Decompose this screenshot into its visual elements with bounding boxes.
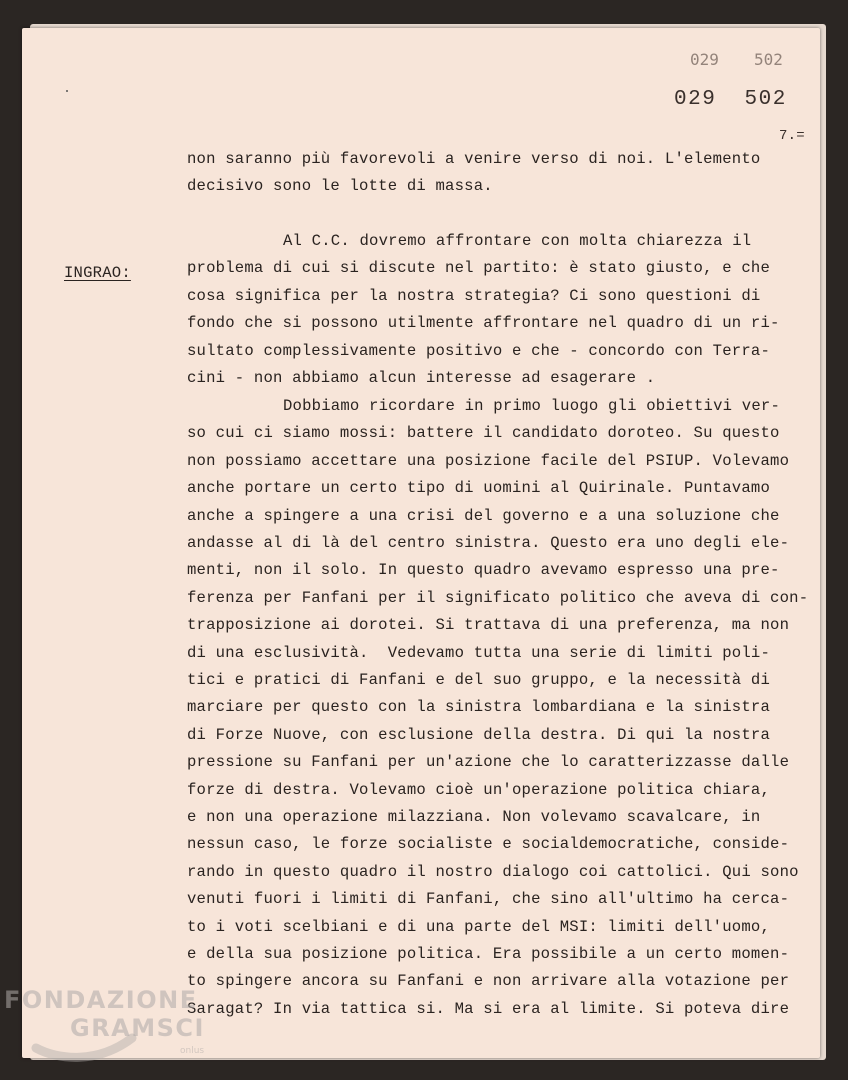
typed-line: so cui ci siamo mossi: battere il candidato doroteo. Su questo	[187, 424, 780, 443]
typed-line: Saragat? In via tattica si. Ma si era al limite. Si poteva dire	[187, 999, 790, 1018]
typed-line: anche a spingere a una crisi del governo e a una soluzione che	[187, 506, 780, 525]
typed-line: Al C.C. dovremo affrontare con molta chiarezza il	[283, 232, 752, 250]
typed-line: Dobbiamo ricordare in primo luogo gli obiettivi ver-	[283, 397, 781, 415]
archive-number: 029 502	[674, 88, 787, 111]
typed-line: andasse al di là del centro sinistra. Questo era uno degli ele-	[187, 534, 790, 552]
edge-marks	[690, 50, 810, 69]
typed-line: problema di cui si discute nel partito: è stato giusto, e che	[187, 259, 771, 278]
page-number: 7.=	[779, 128, 805, 144]
typed-line: fondo che si possono utilmente affrontare nel quadro di un ri-	[187, 314, 780, 333]
typed-line: non saranno più favorevoli a venire verso di noi. L'elemento	[187, 150, 761, 168]
typed-line: cosa significa per la nostra strategia? Ci sono questioni di	[187, 286, 761, 305]
typed-line: rando in questo quadro il nostro dialogo coi cattolici. Qui sono	[187, 862, 799, 881]
typed-line: to i voti scelbiani e di una parte del MSI: limiti dell'uomo,	[187, 917, 771, 936]
typed-line: decisivo sono le lotte di massa.	[187, 177, 493, 196]
typed-line: menti, non il solo. In questo quadro avevamo espresso una pre-	[187, 561, 780, 580]
typed-line: trapposizione ai dorotei. Si trattava di una preferenza, ma non	[187, 616, 790, 635]
typed-line: di Forze Nuove, con esclusione della destra. Di qui la nostra	[187, 725, 771, 744]
typed-line: cini - non abbiamo alcun interesse ad esagerare .	[187, 369, 656, 387]
typed-line: nessun caso, le forze socialiste e socialdemocratiche, conside-	[187, 835, 790, 854]
typed-line: tici e pratici di Fanfani e del suo gruppo, e la necessità di	[187, 671, 771, 689]
watermark-logo	[4, 986, 224, 1066]
speaker-name: INGRAO:	[64, 264, 131, 282]
typed-line: sultato complessivamente positivo e che - concordo con Terra-	[187, 341, 771, 360]
typed-line: to spingere ancora su Fanfani e non arrivare alla votazione per	[187, 972, 790, 991]
typed-line: marciare per questo con la sinistra lombardiana e la sinistra	[187, 698, 771, 717]
typed-line: e non una operazione milazziana. Non volevamo scavalcare, in	[187, 808, 761, 826]
typed-line: venuti fuori i limiti di Fanfani, che sino all'ultimo ha cerca-	[187, 890, 790, 909]
watermark-line-2: GRAMSCI	[70, 1014, 205, 1042]
typed-line: anche portare un certo tipo di uomini al Quirinale. Puntavamo	[187, 479, 771, 498]
typed-line: ferenza per Fanfani per il significato politico che aveva di con-	[187, 588, 809, 607]
typed-line: non possiamo accettare una posizione facile del PSIUP. Volevamo	[187, 451, 790, 470]
edge-mark: 029	[690, 50, 719, 69]
watermark-line-3: onlus	[180, 1046, 205, 1056]
edge-mark: 502	[754, 50, 783, 69]
paper-sheet	[22, 28, 820, 1058]
typed-line: pressione su Fanfani per un'azione che lo caratterizzasse dalle	[187, 753, 790, 772]
typed-line: e della sua posizione politica. Era possibile a un certo momen-	[187, 945, 790, 963]
watermark-line-1: FONDAZIONE	[4, 986, 198, 1014]
margin-dot	[66, 90, 68, 92]
typed-line: di una esclusività. Vedevamo tutta una serie di limiti poli-	[187, 643, 771, 662]
typed-line: forze di destra. Volevamo cioè un'operazione politica chiara,	[187, 780, 771, 799]
